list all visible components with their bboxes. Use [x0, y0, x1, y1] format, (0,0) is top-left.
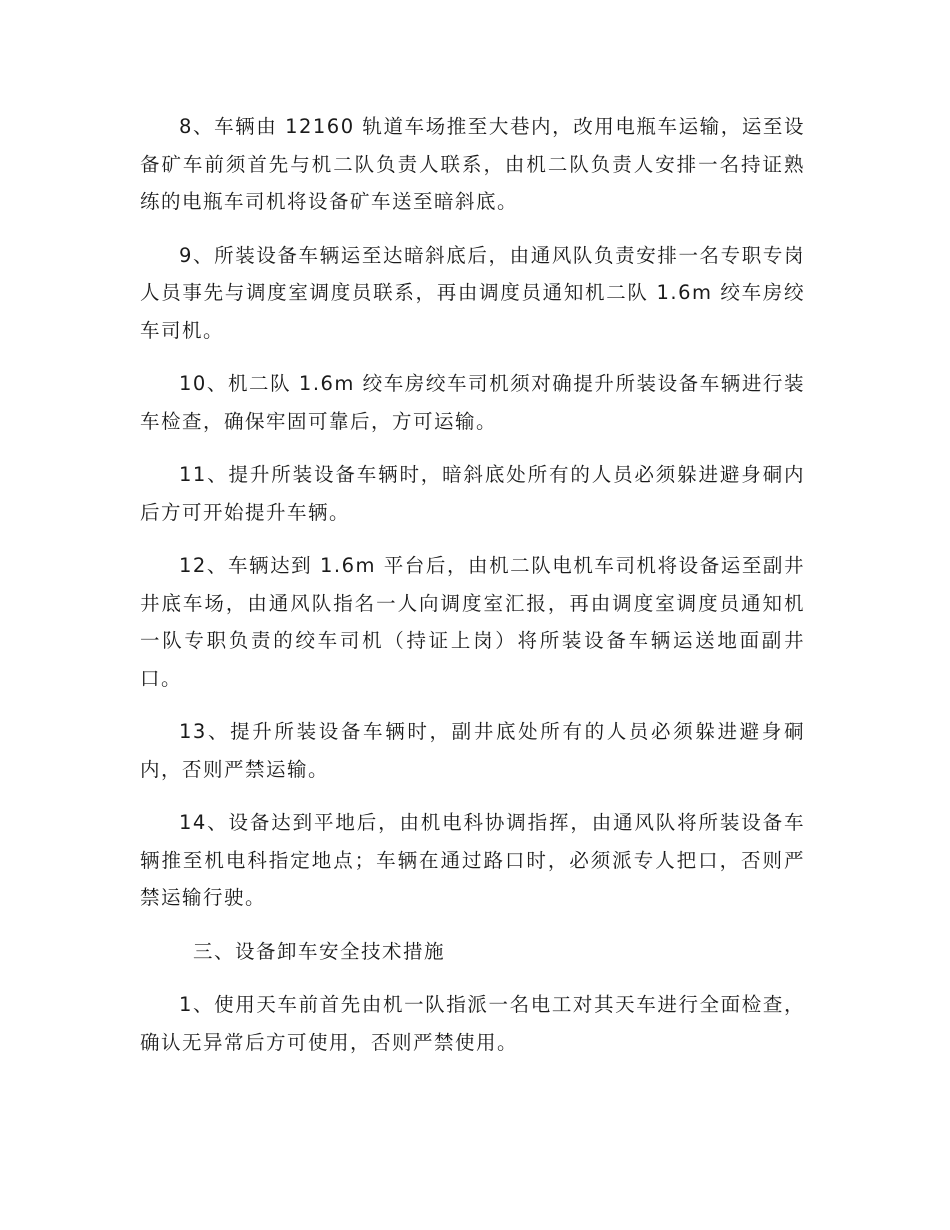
- paragraph-1: 1、使用天车前首先由机一队指派一名电工对其天车进行全面检查，确认无异常后方可使用，否则严禁使用。: [140, 993, 805, 1054]
- paragraph-10: 10、机二队 1.6m 绞车房绞车司机须对确提升所装设备车辆进行装车检查，确保牢固可靠后，方可运输。: [140, 372, 805, 433]
- paragraph-11: 11、提升所装设备车辆时，暗斜底处所有的人员必须躲进避身硐内后方可开始提升车辆。: [140, 463, 805, 524]
- paragraph-9: 9、所装设备车辆运至达暗斜底后，由通风队负责安排一名专职专岗人员事先与调度室调度员联系，再由调度员通知机二队 1.6m 绞车房绞车司机。: [140, 243, 805, 342]
- paragraph-13: 13、提升所装设备车辆时，副井底处所有的人员必须躲进避身硐内，否则严禁运输。: [140, 720, 805, 781]
- document-body: [140, 108, 805, 1077]
- paragraph-14: 14、设备达到平地后，由机电科协调指挥，由通风队将所装设备车辆推至机电科指定地点；车辆在通过路口时，必须派专人把口，否则严禁运输行驶。: [140, 811, 805, 909]
- paragraph-8: 8、车辆由 12160 轨道车场推至大巷内，改用电瓶车运输，运至设备矿车前须首先与机二队负责人联系，由机二队负责人安排一名持证熟练的电瓶车司机将设备矿车送至暗斜底。: [140, 115, 805, 213]
- paragraph-12: 12、车辆达到 1.6m 平台后，由机二队电机车司机将设备运至副井井底车场，由通风队指名一人向调度室汇报，再由调度室调度员通知机一队专职负责的绞车司机（持证上岗）将所装设备车辆运送地面副井口。: [140, 554, 805, 690]
- section-heading: 三、设备卸车安全技术措施: [193, 939, 446, 963]
